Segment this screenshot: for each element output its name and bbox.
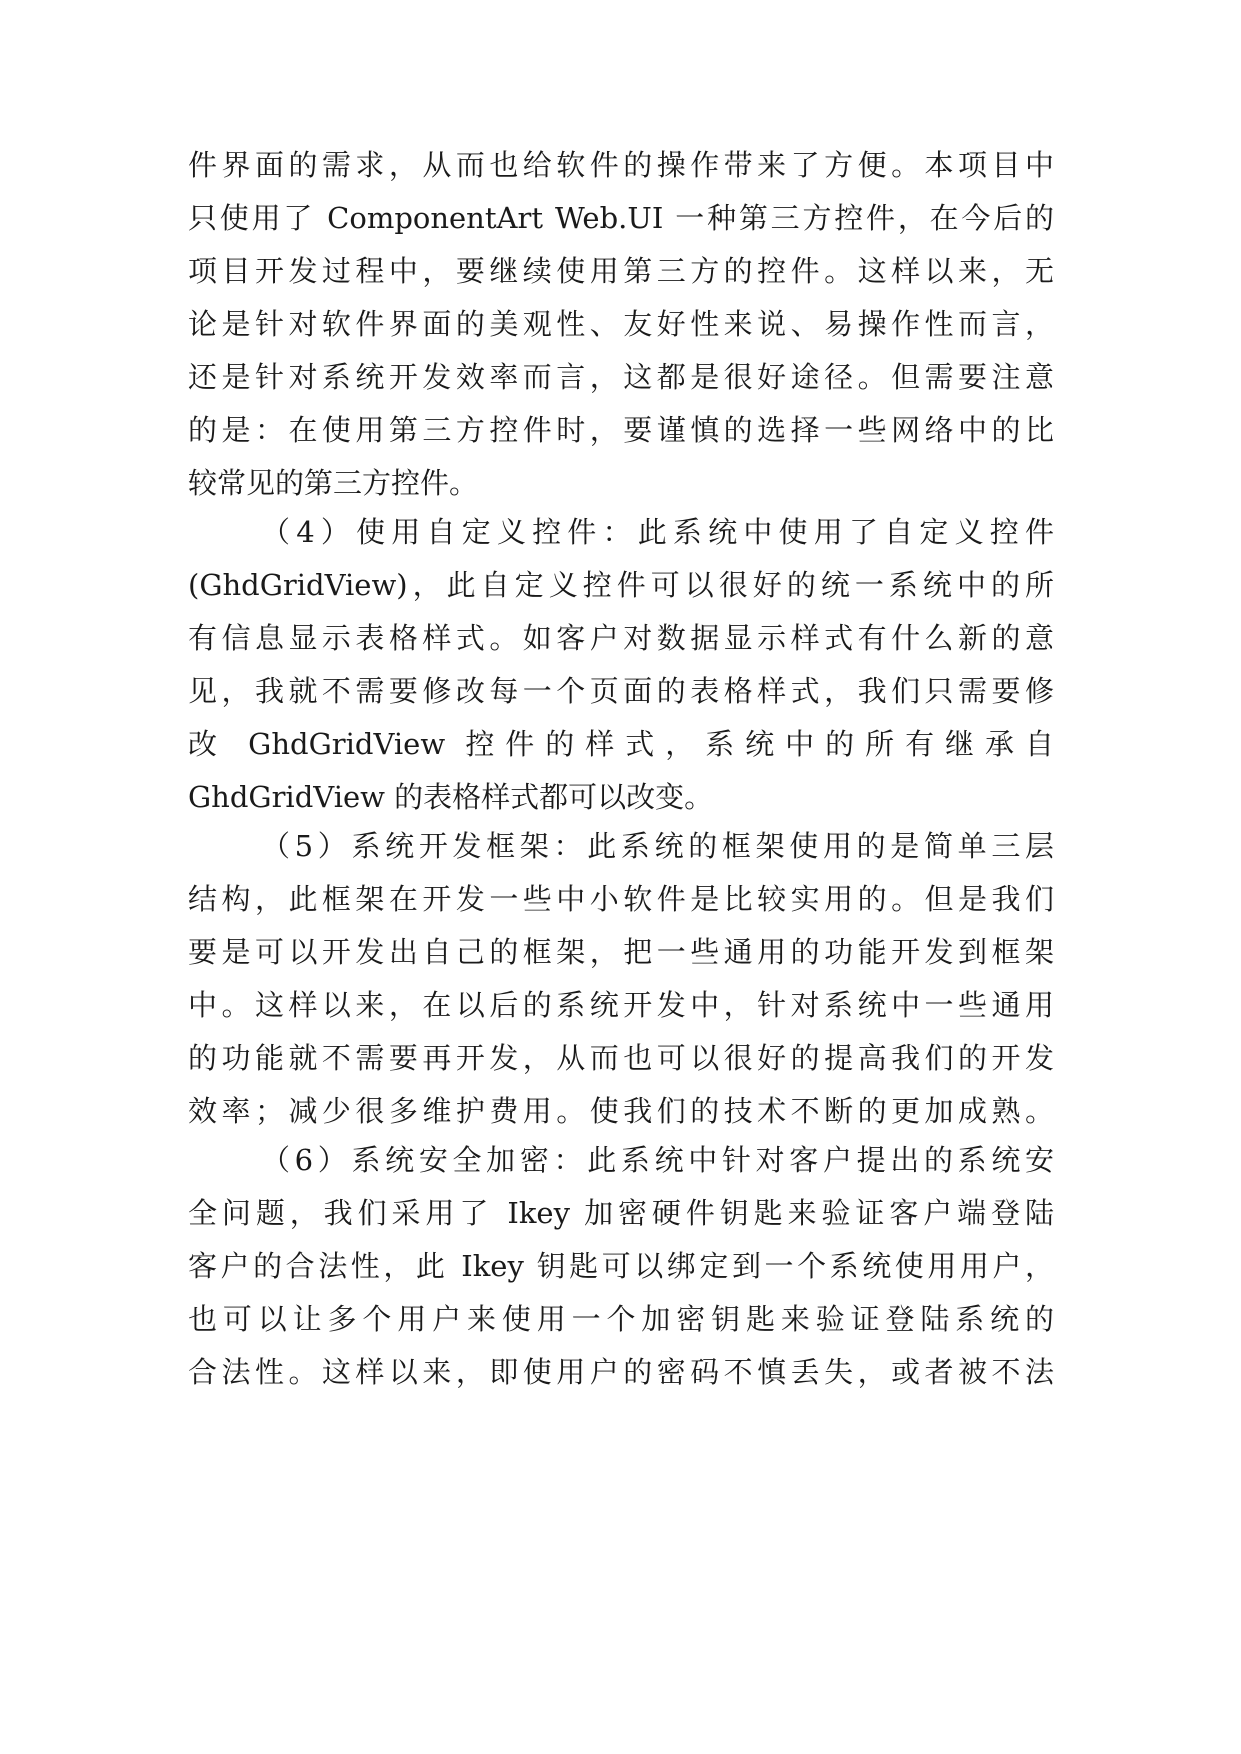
text-line: 客户的合法性，此 Ikey 钥匙可以绑定到一个系统使用用户，	[188, 1249, 1054, 1283]
text-line: （6）系统安全加密：此系统中针对客户提出的系统安	[261, 1143, 1054, 1177]
text-line: 改 GhdGridView 控件的样式，系统中的所有继承自	[188, 727, 1054, 761]
text-line: 较常见的第三方控件。	[188, 466, 479, 500]
text-line: 有信息显示表格样式。如客户对数据显示样式有什么新的意	[188, 621, 1054, 655]
text-line: 项目开发过程中，要继续使用第三方的控件。这样以来，无	[188, 254, 1054, 288]
text-line: 论是针对软件界面的美观性、友好性来说、易操作性而言，	[188, 307, 1054, 341]
text-line: 的功能就不需要再开发，从而也可以很好的提高我们的开发	[188, 1041, 1054, 1075]
text-line: GhdGridView 的表格样式都可以改变。	[188, 780, 714, 814]
text-line: 合法性。这样以来，即使用户的密码不慎丢失，或者被不法	[188, 1355, 1054, 1389]
text-line: 效率；减少很多维护费用。使我们的技术不断的更加成熟。	[188, 1094, 1054, 1128]
text-line: 结构，此框架在开发一些中小软件是比较实用的。但是我们	[188, 882, 1054, 916]
text-line: 还是针对系统开发效率而言，这都是很好途径。但需要注意	[188, 360, 1054, 394]
text-line: 件界面的需求，从而也给软件的操作带来了方便。本项目中	[188, 148, 1054, 182]
text-line: 要是可以开发出自己的框架，把一些通用的功能开发到框架	[188, 935, 1054, 969]
text-line: 见，我就不需要修改每一个页面的表格样式，我们只需要修	[188, 674, 1054, 708]
text-line: 只使用了 ComponentArt Web.UI 一种第三方控件，在今后的	[188, 201, 1054, 235]
text-line: 也可以让多个用户来使用一个加密钥匙来验证登陆系统的	[188, 1302, 1054, 1336]
text-line: 的是：在使用第三方控件时，要谨慎的选择一些网络中的比	[188, 413, 1054, 447]
text-line: (GhdGridView)，此自定义控件可以很好的统一系统中的所	[188, 568, 1054, 602]
text-line: 中。这样以来，在以后的系统开发中，针对系统中一些通用	[188, 988, 1054, 1022]
text-line: （5）系统开发框架：此系统的框架使用的是简单三层	[261, 829, 1054, 863]
text-line: （4）使用自定义控件：此系统中使用了自定义控件	[261, 515, 1054, 549]
text-line: 全问题，我们采用了 Ikey 加密硬件钥匙来验证客户端登陆	[188, 1196, 1054, 1230]
